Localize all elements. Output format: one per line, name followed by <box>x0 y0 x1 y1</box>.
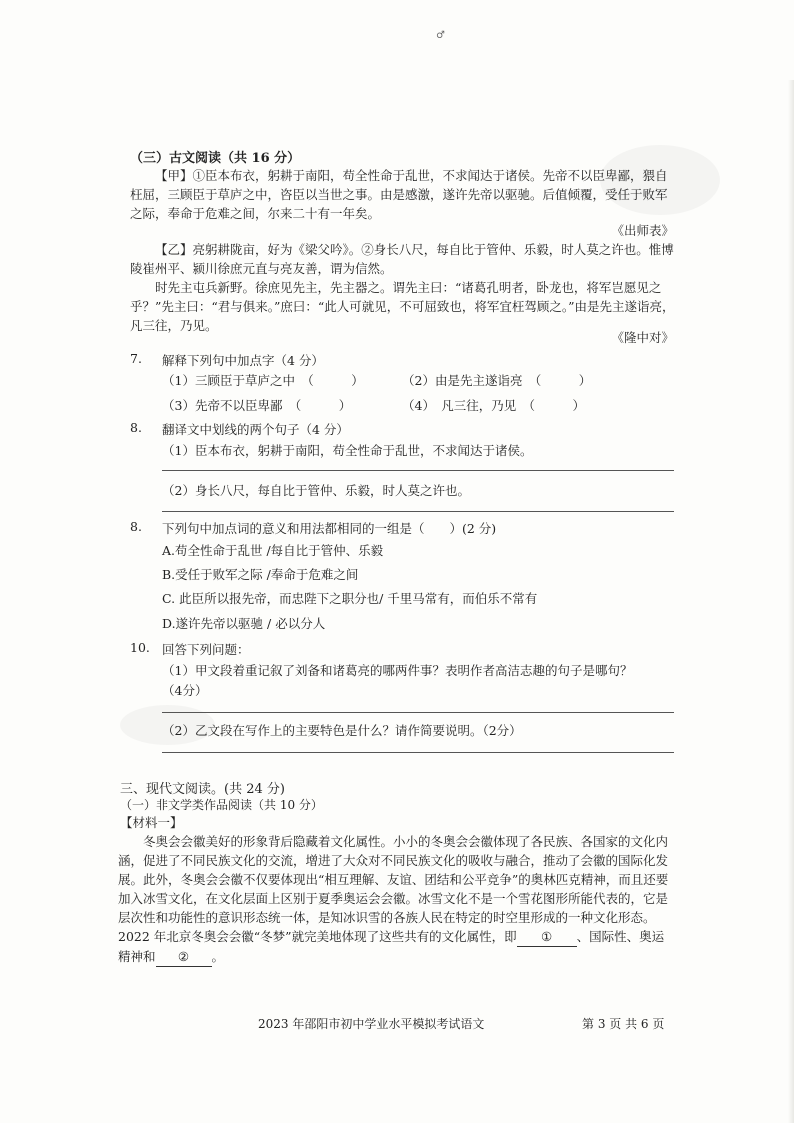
material-text-mid: 、国际性、奥运精神和 <box>118 929 665 964</box>
q8b-option-c: C. 此臣所以报先帝，而忠陛下之职分也/ 千里马常有，而伯乐不常有 <box>162 591 538 606</box>
q7-number: 7. <box>130 351 142 366</box>
q8a-sentence-1: （1）臣本布衣，躬耕于南阳，苟全性命于乱世，不求闻达于诸侯。 <box>162 443 533 458</box>
q8b-number: 8. <box>130 519 142 534</box>
blank-1: ① <box>517 927 577 947</box>
q10-part-1-score: （4分） <box>162 683 208 698</box>
q7-item-4: （4） 凡三往，乃见 （ ） <box>402 398 585 413</box>
answer-line <box>162 470 674 471</box>
q8a-stem: 翻译文中划线的两个句子（4 分） <box>162 422 349 437</box>
q7-item-3: （3）先帝不以臣卑鄙 （ ） <box>162 398 352 413</box>
q7-item-1: （1）三顾臣于草庐之中 （ ） <box>162 373 364 388</box>
material-label: 【材料一】 <box>120 815 183 830</box>
q8b-stem: 下列句中加点词的意义和用法都相同的一组是（ ）(2 分) <box>162 521 497 536</box>
q8b-option-a: A.苟全性命于乱世 /每自比于管仲、乐毅 <box>162 543 384 558</box>
source-longzhongdui: 《隆中对》 <box>611 330 674 345</box>
q7-stem: 解释下列句中加点字（4 分） <box>162 353 324 368</box>
q7-item-2: （2）由是先主遂诣亮 （ ） <box>402 373 592 388</box>
answer-line <box>162 752 674 753</box>
passage-yi-para1: 【乙】亮躬耕陇亩，好为《梁父吟》。②身长八尺，每自比于管仲、乐毅，时人莫之许也。惟博陵崔州平、颍川徐庶元直与亮友善，谓为信然。 <box>130 242 674 276</box>
blank-2: ② <box>156 947 212 967</box>
source-chushibiao: 《出师表》 <box>611 223 674 238</box>
q10-number: 10. <box>130 640 150 655</box>
q8a-sentence-2: （2）身长八尺，每自比于管仲、乐毅，时人莫之许也。 <box>162 483 470 498</box>
q8b-option-d: D.遂许先帝以驱驰 / 必以分人 <box>162 616 326 631</box>
scan-speck: ♂ <box>436 30 445 41</box>
footer-page-number: 第 3 页 共 6 页 <box>582 1017 665 1031</box>
q10-stem: 回答下列问题： <box>162 642 250 657</box>
modern-part-title: 三、现代文阅读。(共 24 分) <box>120 782 285 797</box>
footer-exam-title: 2023 年邵阳市初中学业水平模拟考试语文 <box>258 1017 485 1031</box>
answer-line <box>162 712 674 713</box>
classical-section-title: （三）古文阅读（共 16 分） <box>130 151 301 166</box>
q8b-option-b: B.受任于败军之际 /奉命于危难之间 <box>162 567 359 582</box>
material-text: 冬奥会会徽美好的形象背后隐藏着文化属性。小小的冬奥会会徽体现了各民族、各国家的文化内涵，促进了不同民族文化的交流，增进了大众对不同民族文化的吸收与融合，推动了会徽的国际化发展。此外，冬奥会会徽不仅要体现出“相互理解、友谊、团结和公平竞争”的奥林匹克精神，而且还要加入冰雪文化，在文化层面上区别于夏季奥运会会徽。冰雪文化不是一个雪花图形所能代表的，它是层次性和功能性的意识形态统一体，是知冰识雪的各族人民在特定的时空里形成的一种文化形态。2022 年北京冬奥会会徽“冬梦”就完美地体现了这些共有的文化属性，即 <box>118 834 669 944</box>
modern-sub-title: （一）非文学类作品阅读（共 10 分） <box>120 798 323 812</box>
passage-jia: 【甲】①臣本布衣，躬耕于南阳，苟全性命于乱世，不求闻达于诸侯。先帝不以臣卑鄙，猥自枉屈，三顾臣于草庐之中，咨臣以当世之事。由是感激，遂许先帝以驱驰。后值倾覆，受任于败军之际，奉命于危难之间，尔来二十有一年矣。 <box>130 168 668 221</box>
q10-part-1: （1）甲文段着重记叙了刘备和诸葛亮的哪两件事？表明作者高洁志趣的句子是哪句？ <box>162 663 633 678</box>
q8a-number: 8. <box>130 420 142 435</box>
q10-part-2: （2）乙文段在写作上的主要特色是什么？请作简要说明。（2分） <box>162 723 522 738</box>
scan-edge-shadow <box>788 80 794 1123</box>
answer-line <box>162 511 674 512</box>
passage-yi-para2: 时先主屯兵新野。徐庶见先主，先主器之。谓先主曰：“诸葛孔明者，卧龙也，将军岂愿见之乎？”先主曰：“君与俱来。”庶曰：“此人可就见，不可屈致也，将军宜枉驾顾之。”由是先主遂诣亮，凡三往，乃见。 <box>130 280 675 333</box>
material-text-end: 。 <box>211 949 225 964</box>
material-paragraph <box>118 832 674 967</box>
